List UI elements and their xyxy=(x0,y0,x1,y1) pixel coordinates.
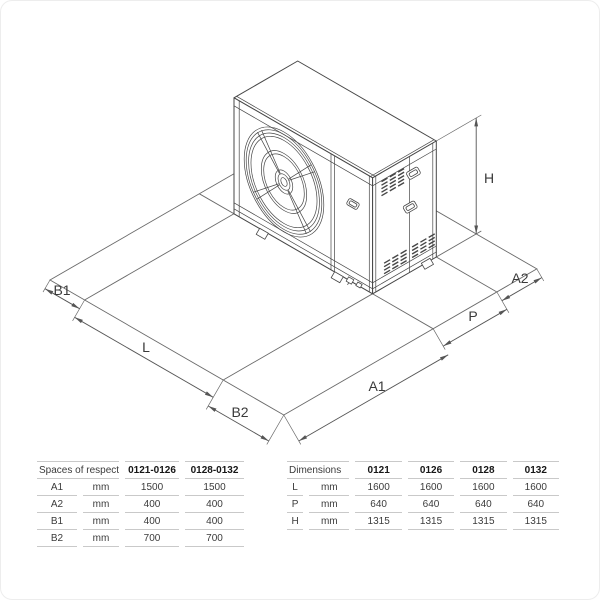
model-column-header: 0132 xyxy=(513,461,559,479)
spaces-of-respect-table xyxy=(31,461,250,547)
dim-line-a1 xyxy=(299,355,448,441)
dim-value: 640 xyxy=(460,496,506,513)
table-row xyxy=(287,479,559,496)
dim-value: 1315 xyxy=(513,513,559,530)
dim-value: 400 xyxy=(185,496,244,513)
label-b2: B2 xyxy=(231,404,249,420)
dim-unit: mm xyxy=(309,479,349,496)
model-column-header: 0128-0132 xyxy=(185,461,244,479)
dim-name: P xyxy=(287,496,303,513)
model-column-header: 0121 xyxy=(355,461,401,479)
dim-value: 1600 xyxy=(460,479,506,496)
dim-value: 640 xyxy=(408,496,454,513)
label-l: L xyxy=(142,339,150,355)
dim-value: 1500 xyxy=(125,479,179,496)
dim-value: 1600 xyxy=(355,479,401,496)
table-header-row xyxy=(37,461,244,479)
label-p: P xyxy=(468,308,478,324)
dim-value: 700 xyxy=(185,530,244,547)
dim-value: 1500 xyxy=(185,479,244,496)
dim-name: A2 xyxy=(37,496,77,513)
dim-value: 700 xyxy=(125,530,179,547)
model-column-header: 0128 xyxy=(460,461,506,479)
dim-name: B2 xyxy=(37,530,77,547)
table-row xyxy=(37,496,244,513)
table-header-row xyxy=(287,461,559,479)
dim-unit: mm xyxy=(309,496,349,513)
dim-name: H xyxy=(287,513,303,530)
table-row xyxy=(37,479,244,496)
dim-value: 1315 xyxy=(355,513,401,530)
table-row xyxy=(37,513,244,530)
model-column-header: 0126 xyxy=(408,461,454,479)
dimensions-table xyxy=(281,461,565,530)
table-row xyxy=(37,530,244,547)
table-row xyxy=(287,513,559,530)
dim-unit: mm xyxy=(83,496,119,513)
spaces-table-title: Spaces of respect xyxy=(37,461,119,479)
dim-line-l xyxy=(75,317,214,397)
dim-unit: mm xyxy=(83,513,119,530)
label-a2: A2 xyxy=(511,270,529,286)
dim-value: 400 xyxy=(125,496,179,513)
label-a1: A1 xyxy=(368,378,386,394)
dim-unit: mm xyxy=(309,513,349,530)
dim-name: A1 xyxy=(37,479,77,496)
dim-value: 1315 xyxy=(408,513,454,530)
dim-value: 1600 xyxy=(408,479,454,496)
heat-pump-unit xyxy=(234,61,436,294)
dim-value: 1315 xyxy=(460,513,506,530)
dim-value: 640 xyxy=(513,496,559,513)
dimensions-table-title: Dimensions xyxy=(287,461,349,479)
dim-value: 1600 xyxy=(513,479,559,496)
dim-name: B1 xyxy=(37,513,77,530)
dim-value: 400 xyxy=(125,513,179,530)
dim-value: 400 xyxy=(185,513,244,530)
label-h: H xyxy=(484,170,495,186)
dim-unit: mm xyxy=(83,479,119,496)
dim-value: 640 xyxy=(355,496,401,513)
dim-unit: mm xyxy=(83,530,119,547)
model-column-header: 0121-0126 xyxy=(125,461,179,479)
label-b1: B1 xyxy=(53,282,71,298)
dim-name: L xyxy=(287,479,303,496)
table-row xyxy=(287,496,559,513)
